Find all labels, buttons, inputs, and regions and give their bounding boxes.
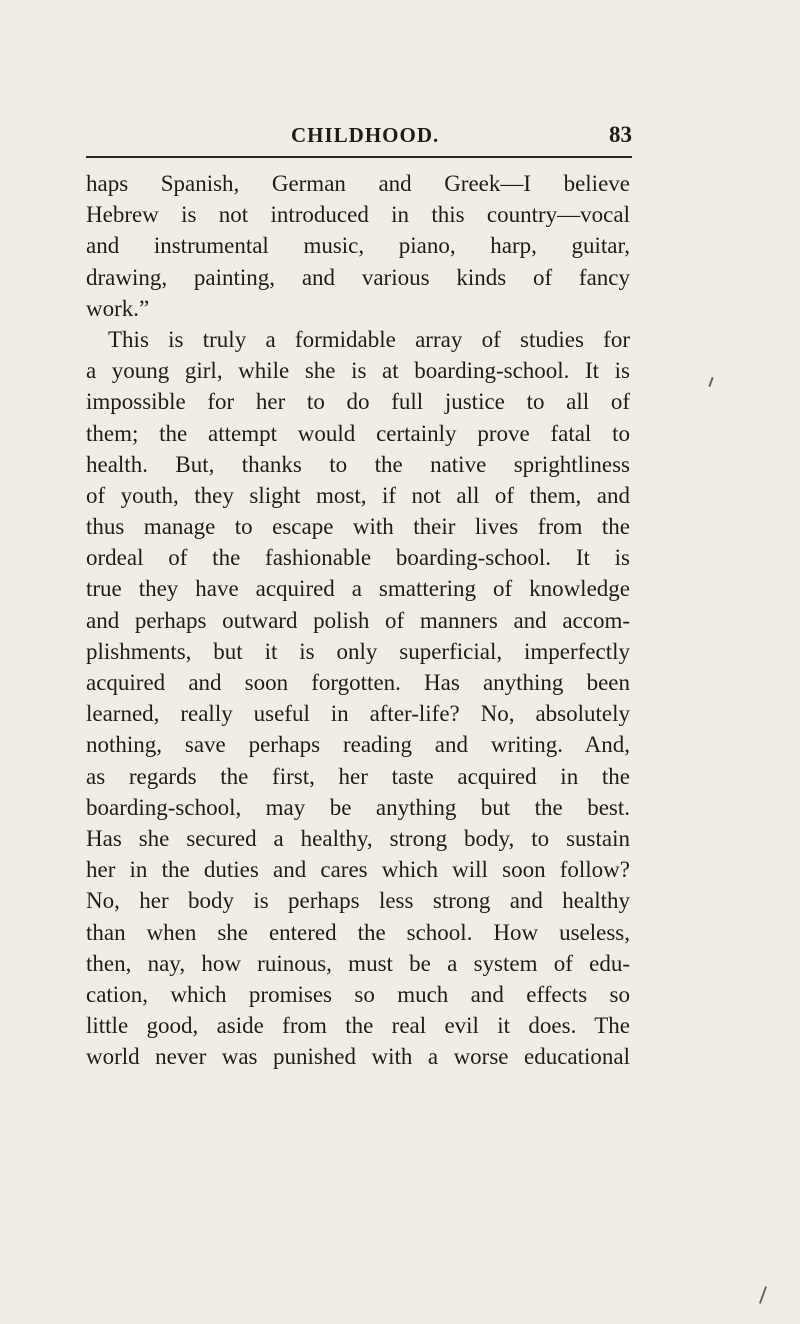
text-line: This is truly a formidable array of studies for — [108, 326, 630, 352]
text-line: nothing, save perhaps reading and writing. And, — [86, 732, 630, 758]
text-line: learned, really useful in after-life? No, absolutely — [86, 701, 630, 727]
text-line: them; the attempt would certainly prove fatal to — [86, 420, 630, 446]
text-line: impossible for her to do full justice to all of — [86, 389, 630, 415]
text-line: and instrumental music, piano, harp, guitar, — [86, 233, 630, 259]
text-line: Has she secured a healthy, strong body, to sustain — [86, 825, 630, 851]
text-line: work.” — [86, 295, 150, 321]
text-line: of youth, they slight most, if not all of them, and — [86, 482, 630, 508]
text-line: than when she entered the school. How useless, — [86, 919, 630, 945]
margin-mark — [759, 1286, 767, 1304]
text-line: and perhaps outward polish of manners and accom- — [86, 607, 630, 633]
text-line: thus manage to escape with their lives from the — [86, 514, 630, 540]
text-line: haps Spanish, German and Greek—I believe — [86, 171, 630, 196]
text-line: as regards the first, her taste acquired in the — [86, 763, 630, 789]
text-line: her in the duties and cares which will soon follow? — [86, 857, 630, 883]
page-number: 83 — [609, 122, 632, 147]
text-line: drawing, painting, and various kinds of fancy — [86, 264, 630, 290]
running-head — [86, 120, 632, 150]
text-line: then, nay, how ruinous, must be a system of edu- — [86, 950, 630, 976]
text-line: little good, aside from the real evil it does. The — [86, 1013, 630, 1039]
text-line: a young girl, while she is at boarding-school. It is — [86, 358, 630, 384]
header-rule — [86, 156, 632, 158]
text-line: cation, which promises so much and effects so — [86, 981, 630, 1007]
text-line: acquired and soon forgotten. Has anything been — [86, 670, 630, 695]
text-line: No, her body is perhaps less strong and healthy — [86, 888, 630, 914]
text-line: true they have acquired a smattering of knowledge — [86, 576, 630, 602]
text-line: plishments, but it is only superficial, imperfectly — [86, 638, 630, 664]
text-line: boarding-school, may be anything but the best. — [86, 794, 630, 820]
body-text — [86, 168, 630, 1072]
margin-mark — [708, 377, 713, 387]
text-line: world never was punished with a worse educational — [86, 1044, 630, 1070]
text-line: Hebrew is not introduced in this country—vocal — [86, 202, 630, 228]
running-head-title: CHILDHOOD. — [291, 123, 440, 147]
text-line: ordeal of the fashionable boarding-school. It is — [86, 545, 630, 571]
text-line: health. But, thanks to the native sprightliness — [86, 451, 630, 477]
